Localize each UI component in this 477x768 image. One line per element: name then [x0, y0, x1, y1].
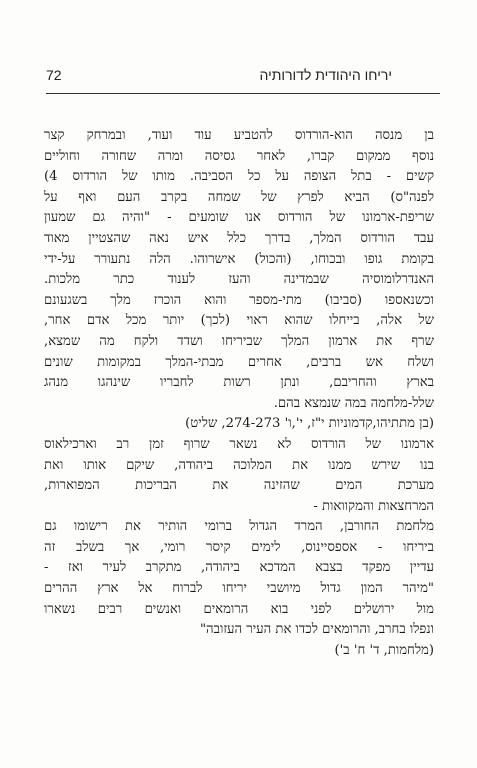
- text-line: בן מנסה הוא-הורדוס להטביע עוד ועוד, ובמרחק קצר: [44, 128, 434, 143]
- page-number: 72: [46, 67, 62, 83]
- body-text: [44, 126, 434, 661]
- text-line: שריפת-ארמונו של הורדוס אנו שומעים - "והיה גם שמעון: [44, 210, 434, 226]
- text-line: קשים - בתל הצופה על כל הסביבה. מותו של הורדוס 4): [44, 169, 434, 185]
- page-header: [46, 64, 440, 88]
- text-line: עבד הורדוס המלך, בדרך כלל איש נאה שהצטיין מאוד: [44, 230, 434, 246]
- text-line: ביריחו - אספסיינוס, לימים קיסר רומי, אך בשלב זה: [44, 539, 434, 555]
- text-line: ארמונו של הורדוס לא נשאר שרוף זמן רב וארכילאוס: [44, 436, 434, 452]
- text-line: המרחצאות והמקוואות -: [313, 498, 434, 514]
- paragraph: [44, 126, 434, 414]
- paragraph: [44, 517, 434, 641]
- text-line: האנדרלומוסיה שבמדינה והעז לענוד כתר מלכות.: [44, 272, 434, 288]
- text-line: לפנה"ס) הביא לפרץ של שמחה בקרב העם ואף על: [44, 189, 434, 205]
- text-line: בנו שירש ממנו את המלוכה ביהודה, שיקם אותו ואת: [44, 457, 434, 473]
- paragraph: [44, 414, 434, 435]
- text-line: מלחמת החורבן, המרד הגדול ברומי הותיר את רישומו גם: [44, 519, 434, 535]
- text-line: מול ירושלים לפני בוא הרומאים ואנשים רבים נשארו: [44, 601, 434, 617]
- text-line: "מיהר המון גדול מיושבי יריחו לברוח אל ארץ ההרים: [44, 581, 434, 597]
- paragraph: [44, 641, 434, 662]
- header-rule: [46, 93, 440, 94]
- text-line: בקומת גופו ובכוחו, (והכול) אישרוהו. הלה נתעורר על-ידי: [44, 251, 434, 267]
- text-line: (בן מתתיהו,קדמוניות י"ז, י',ו' 274-273, שליט): [185, 416, 434, 432]
- text-line: עדיין מפקד בצבא המדכא ביהודה, מתקרב לעיר ואז -: [44, 560, 434, 576]
- text-line: בארץ והחריבם, ונתן רשות לחבריו שינהגו מנהג: [44, 375, 434, 391]
- text-line: נוסף ממקום קברו, לאחר גסיסה ומרה שחורה וחוליים: [44, 148, 434, 164]
- running-title: יריחו היהודית לדורותיה: [259, 67, 392, 83]
- text-line: וכשנאספו (סביבו) מתי-מספר והוא הוכרז מלך בשגעונם: [44, 292, 434, 308]
- text-line: (מלחמות, ד' ח' ב'): [334, 642, 434, 658]
- paragraph: [44, 435, 434, 517]
- text-line: מערכת המים שהזינה את הבריכות המפוארות,: [44, 478, 434, 494]
- text-line: של אלה, בייחלו שהוא ראוי (לכך) יותר מכל אדם אחר,: [44, 313, 434, 329]
- text-line: ושלח אש ברבים, אחרים מבתי-המלך במקומות שונים: [44, 354, 434, 370]
- text-line: ונפלו בחרב, והרומאים לכדו את העיר העזובה": [199, 622, 434, 638]
- text-line: שלל-מלחמה במה שנמצא בהם.: [273, 395, 434, 411]
- text-line: שרף את ארמון המלך שביריחו ושדד ולקח מה שמצא,: [44, 333, 434, 349]
